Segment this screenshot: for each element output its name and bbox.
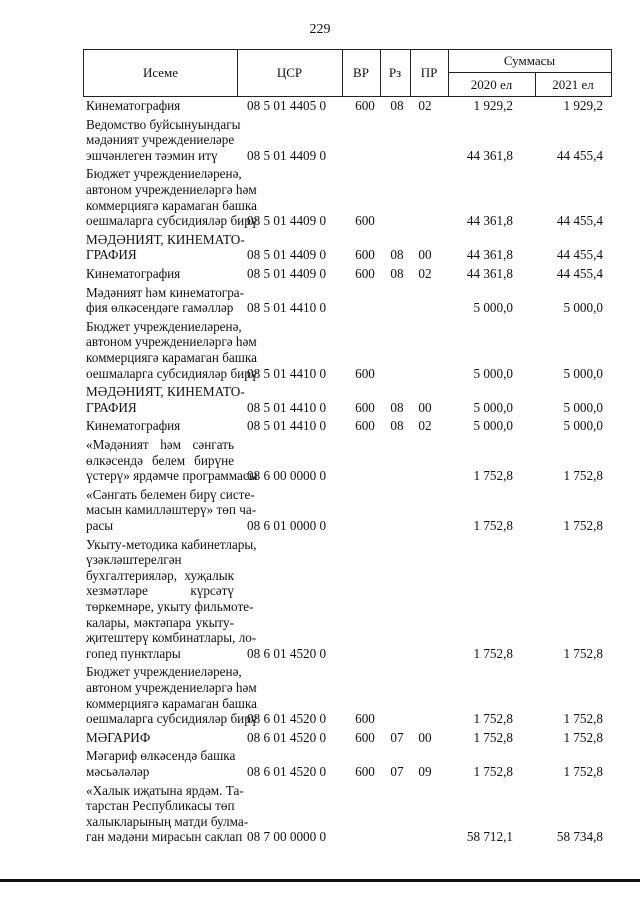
row-name-line: үзәкләштерелгән xyxy=(86,552,182,568)
row-rz: 08 xyxy=(390,418,404,434)
row-csr: 08 5 01 4405 0 xyxy=(247,98,327,113)
row-name-line: ГРАФИЯ xyxy=(86,247,137,263)
row-name-line: Укыту-методика кабинетлары, xyxy=(86,536,257,552)
row-2020: 5 000,0 xyxy=(473,418,513,434)
row-2021: 44 455,4 xyxy=(556,266,603,281)
row-pr: 00 xyxy=(418,399,432,415)
row-name-line: өлкәсендә белем бирүне xyxy=(86,452,234,468)
row-name xyxy=(86,116,241,164)
row-name-line: коммерциягә карамаган башка xyxy=(86,197,257,213)
row-2021: 58 734,8 xyxy=(556,829,603,845)
row-name-line: МӘДӘНИЯТ, КИНЕМАТО- xyxy=(86,231,245,247)
row-name-line: Бюджет учреждениеләренә, xyxy=(86,166,242,182)
row-2020: 1 752,8 xyxy=(473,763,513,779)
row-name-line: расы xyxy=(86,517,114,533)
row-name-line: Мәгариф өлкәсендә башка xyxy=(86,748,236,764)
row-name-line: оешмаларга субсидияләр бирү xyxy=(86,365,258,381)
row-2020: 58 712,1 xyxy=(466,829,513,845)
row-2020: 1 752,8 xyxy=(473,517,513,533)
row-2021: 44 455,4 xyxy=(556,213,603,229)
row-name-line: Бюджет учреждениеләренә, xyxy=(86,318,242,334)
row-name-line: мәдәният учреждениеләре xyxy=(86,132,235,148)
row-name-line: коммерциягә карамаган башка xyxy=(86,349,257,365)
row-2020: 1 752,8 xyxy=(473,645,513,661)
row-2021: 1 752,8 xyxy=(563,729,603,745)
row-vr: 600 xyxy=(355,365,375,381)
row-name-line: ган мәдәни мирасын саклап xyxy=(86,829,243,845)
row-csr: 08 5 01 4410 0 xyxy=(247,300,327,316)
row-vr: 600 xyxy=(355,213,375,229)
row-name-line: Бюджет учреждениеләренә, xyxy=(86,664,242,680)
row-csr: 08 6 01 0000 0 xyxy=(247,517,327,533)
row-name-line: үстерү» ярдәмче программасы xyxy=(86,468,258,484)
row-name-line: Кинематография xyxy=(86,418,181,434)
row-name xyxy=(86,730,234,746)
row-csr: 08 5 01 4409 0 xyxy=(247,266,327,281)
bottom-rule xyxy=(0,879,640,882)
row-csr: 08 6 01 4520 0 xyxy=(247,711,327,727)
row-csr: 08 7 00 0000 0 xyxy=(247,829,327,845)
row-name-line: коммерциягә карамаган башка xyxy=(86,695,257,711)
row-name xyxy=(86,284,245,316)
header-csr: ЦСР xyxy=(276,65,303,80)
row-2021: 1 752,8 xyxy=(563,517,603,533)
row-pr: 02 xyxy=(418,98,432,113)
row-2020: 44 361,8 xyxy=(466,147,513,163)
row-name-line: «Сәнгать белемен бирү систе- xyxy=(86,486,255,502)
header-year-2020: 2020 ел xyxy=(470,77,513,92)
row-name xyxy=(86,98,234,114)
row-csr: 08 5 01 4409 0 xyxy=(247,147,327,163)
row-vr: 600 xyxy=(355,247,375,263)
row-name-line: Кинематография xyxy=(86,266,181,281)
row-csr: 08 5 01 4410 0 xyxy=(247,365,327,381)
row-pr: 00 xyxy=(418,247,432,263)
table-header xyxy=(83,49,612,97)
row-2021: 1 929,2 xyxy=(563,98,603,113)
row-name-line: хезмәтләре күрсәтү xyxy=(86,583,234,599)
row-vr: 600 xyxy=(355,711,375,727)
row-name-line: ГРАФИЯ xyxy=(86,399,137,415)
row-2021: 1 752,8 xyxy=(563,763,603,779)
row-name xyxy=(86,384,245,415)
row-2020: 44 361,8 xyxy=(466,266,513,281)
row-2021: 5 000,0 xyxy=(563,399,603,415)
row-vr: 600 xyxy=(355,729,375,745)
row-2020: 5 000,0 xyxy=(473,365,513,381)
row-pr: 02 xyxy=(418,266,432,281)
row-name-line: фия өлкәсендәге гамәлләр xyxy=(86,300,234,316)
row-csr: 08 5 01 4410 0 xyxy=(247,418,327,434)
row-name-line: «Мәдәният һәм сәнгать xyxy=(86,437,234,452)
row-2021: 44 455,4 xyxy=(556,247,603,263)
header-pr: ПР xyxy=(420,65,438,80)
row-2021: 44 455,4 xyxy=(556,147,603,163)
row-pr: 00 xyxy=(418,729,432,745)
row-2021: 1 752,8 xyxy=(563,711,603,727)
row-2021: 1 752,8 xyxy=(563,468,603,484)
row-name-line: «Халык иҗатына ярдәм. Та- xyxy=(86,782,244,798)
row-csr: 08 5 01 4409 0 xyxy=(247,247,327,263)
row-name-line: бухгалтерияләр, хуҗалык xyxy=(86,567,234,583)
row-name-line: тарстан Республикасы төп xyxy=(86,798,235,814)
row-name xyxy=(86,536,257,662)
row-vr: 600 xyxy=(355,98,375,113)
row-name xyxy=(86,486,257,534)
row-2020: 44 361,8 xyxy=(466,247,513,263)
row-name-line: МӘДӘНИЯТ, КИНЕМАТО- xyxy=(86,384,245,400)
row-name xyxy=(86,437,258,484)
row-2020: 5 000,0 xyxy=(473,399,513,415)
row-vr: 600 xyxy=(355,399,375,415)
row-vr: 600 xyxy=(355,266,375,281)
page-number: 229 xyxy=(309,22,331,37)
row-csr: 08 6 01 4520 0 xyxy=(247,729,327,745)
row-vr: 600 xyxy=(355,763,375,779)
row-2020: 1 752,8 xyxy=(473,711,513,727)
row-name xyxy=(86,318,258,381)
row-2020: 1 752,8 xyxy=(473,468,513,484)
row-name-line: эшчәнлеген тәэмин итү xyxy=(86,147,218,163)
header-rz: Рз xyxy=(388,65,402,80)
row-2020: 5 000,0 xyxy=(473,300,513,316)
row-name-line: Кинематография xyxy=(86,98,181,113)
row-name xyxy=(86,418,234,434)
row-2020: 44 361,8 xyxy=(466,213,513,229)
header-name: Исеме xyxy=(142,65,179,80)
row-2021: 1 752,8 xyxy=(563,645,603,661)
header-divider xyxy=(448,72,611,73)
row-csr: 08 6 00 0000 0 xyxy=(247,468,327,484)
row-2020: 1 752,8 xyxy=(473,729,513,745)
row-csr: 08 6 01 4520 0 xyxy=(247,645,327,661)
row-name-line: автоном учреждениеләргә һәм xyxy=(86,181,257,197)
row-name xyxy=(86,166,258,229)
row-name-line: калары, мәктәпара укыту- xyxy=(86,614,234,630)
row-name-line: оешмаларга субсидияләр бирү xyxy=(86,711,258,727)
row-vr: 600 xyxy=(355,418,375,434)
row-name xyxy=(86,748,234,779)
row-csr: 08 5 01 4410 0 xyxy=(247,399,327,415)
header-year-2021: 2021 ел xyxy=(552,77,594,92)
row-name-line: автоном учреждениеләргә һәм xyxy=(86,679,257,695)
row-name xyxy=(86,782,249,845)
row-2021: 5 000,0 xyxy=(563,418,603,434)
row-name-line: Ведомство буйсынуындагы xyxy=(86,116,241,132)
row-name xyxy=(86,231,245,263)
row-name xyxy=(86,664,258,727)
row-name-line: җитештерү комбинатлары, ло- xyxy=(86,630,257,646)
row-csr: 08 6 01 4520 0 xyxy=(247,763,327,779)
header-vr: ВР xyxy=(353,65,369,80)
row-name xyxy=(86,266,234,282)
header-sums: Суммасы xyxy=(503,53,556,68)
row-csr: 08 5 01 4409 0 xyxy=(247,213,327,229)
row-rz: 08 xyxy=(390,399,404,415)
row-name-line: масын камилләштерү» төп ча- xyxy=(86,502,257,518)
row-name-line: автоном учреждениеләргә һәм xyxy=(86,334,257,350)
row-2020: 1 929,2 xyxy=(473,98,513,113)
row-name-line: гопед пунктлары xyxy=(86,645,181,661)
row-name-line: Мәдәният һәм кинематогра- xyxy=(86,284,245,300)
row-pr: 09 xyxy=(418,763,432,779)
row-rz: 08 xyxy=(390,266,404,281)
row-rz: 08 xyxy=(390,98,404,113)
row-rz: 07 xyxy=(390,729,404,745)
row-2021: 5 000,0 xyxy=(563,300,603,316)
row-name-line: төркемнәре, укыту фильмоте- xyxy=(86,598,254,614)
row-name-line: оешмаларга субсидияләр бирү xyxy=(86,213,258,229)
row-2021: 5 000,0 xyxy=(563,365,603,381)
row-pr: 02 xyxy=(418,418,432,434)
row-name-line: МӘГАРИФ xyxy=(86,729,151,745)
row-name-line: халыкларының матди булма- xyxy=(86,813,249,829)
row-rz: 07 xyxy=(390,763,404,779)
row-name-line: мәсьәләләр xyxy=(86,763,150,779)
row-rz: 08 xyxy=(390,247,404,263)
